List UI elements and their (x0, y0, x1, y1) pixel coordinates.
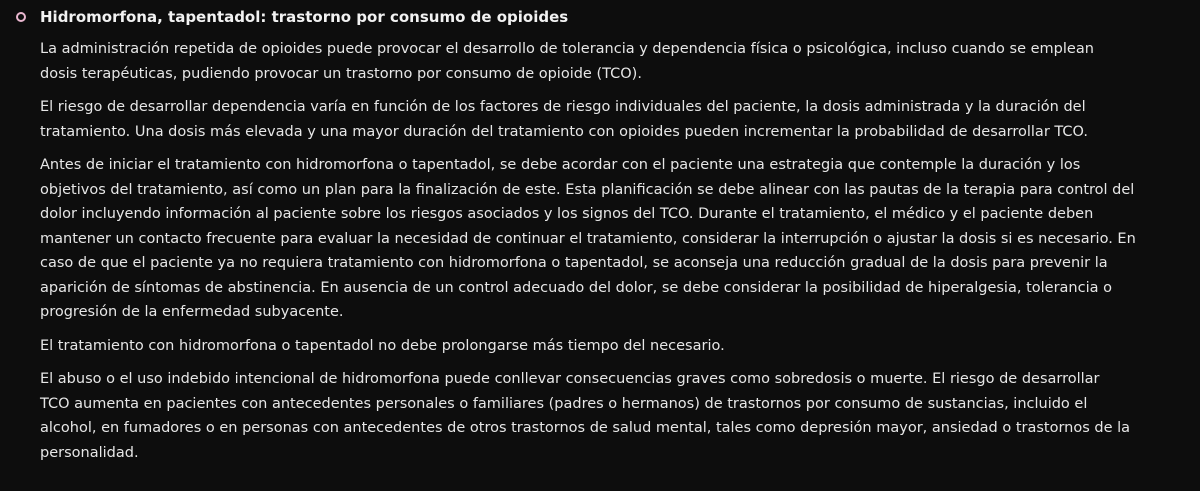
paragraph-duration (40, 334, 1192, 359)
text-line: TCO aumenta en pacientes con antecedentes personales o familiares (padres o hermanos) de trastornos por consumo de sustancias, incluido el (40, 395, 1088, 412)
text-line: El tratamiento con hidromorfona o tapentadol no debe prolongarse más tiempo del necesario. (40, 337, 725, 354)
text-line: personalidad. (40, 444, 139, 461)
circle-bullet-icon (16, 12, 26, 22)
text-line: alcohol, en fumadores o en personas con antecedentes de otros trastornos de salud mental, tales como depresión mayor, ansiedad o trastornos de la (40, 420, 1131, 436)
text-line: El abuso o el uso indebido intencional de hidromorfona puede conllevar consecuencias graves como sobredosis o muerte. El riesgo de desarrollar (40, 371, 1100, 387)
text-line: progresión de la enfermedad subyacente. (40, 304, 344, 320)
text-line: dolor incluyendo información al paciente sobre los riesgos asociados y los signos del TCO. Durante el tratamiento, el médico y el paciente deben (40, 206, 1094, 222)
paragraph-abuse (40, 367, 1192, 465)
text-line: Antes de iniciar el tratamiento con hidromorfona o tapentadol, se debe acordar con el paciente una estrategia que contemple la duración y los (40, 157, 1081, 173)
paragraph-risk (40, 95, 1192, 144)
text-line: tratamiento. Una dosis más elevada y una mayor duración del tratamiento con opioides pueden incrementar la probabilidad de desarrollar TCO. (40, 123, 1088, 140)
text-line: La administración repetida de opioides puede provocar el desarrollo de tolerancia y dependencia física o psicológica, incluso cuando se emplean (40, 41, 1094, 57)
text-line: dosis terapéuticas, pudiendo provocar un trastorno por consumo de opioide (TCO). (40, 65, 642, 82)
text-line: aparición de síntomas de abstinencia. En ausencia de un control adecuado del dolor, se debe considerar la posibilidad de hiperalgesia, tolerancia o (40, 279, 1112, 296)
section-heading: Hidromorfona, tapentadol: trastorno por consumo de opioides (40, 8, 569, 26)
paragraph-tolerance (40, 37, 1192, 86)
text-line: caso de que el paciente ya no requiera tratamiento con hidromorfona o tapentadol, se aconseja una reducción gradual de la dosis para prevenir la (40, 255, 1108, 271)
paragraph-strategy (40, 153, 1192, 325)
text-line: objetivos del tratamiento, así como un plan para la finalización de este. Esta planificación se debe alinear con las pautas de la terapia para control del (40, 181, 1135, 198)
text-line: mantener un contacto frecuente para evaluar la necesidad de continuar el tratamiento, considerar la interrupción o ajustar la dosis si es necesario. En (40, 230, 1136, 247)
text-line: El riesgo de desarrollar dependencia varía en función de los factores de riesgo individuales del paciente, la dosis administrada y la duración del (40, 99, 1086, 115)
